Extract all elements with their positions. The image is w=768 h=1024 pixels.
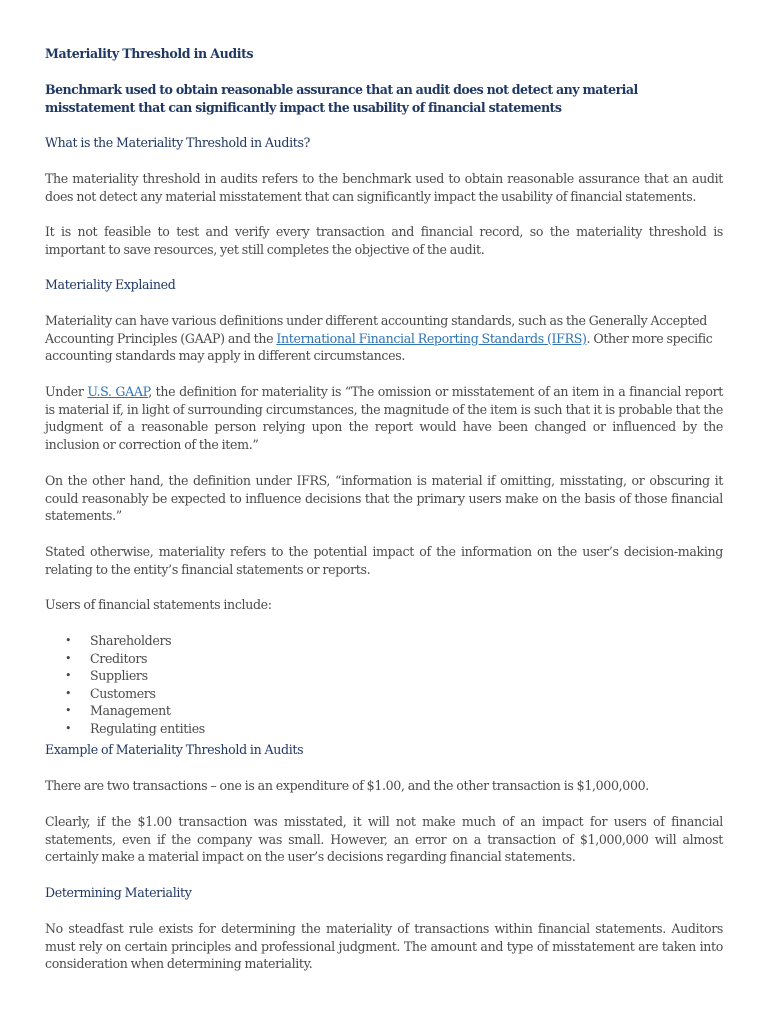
section-heading-materiality-explained: Materiality Explained: [45, 277, 176, 292]
paragraph-standards-text-before: Materiality can have various definitions under different accounting standards, such as the Generally Accepted Accounting Principles (GAAP) and the: [45, 313, 707, 346]
paragraph-clearly: Clearly, if the $1.00 transaction was misstated, it will not make much of an impact for users of financial statements, even if the company was small. However, an error on a transaction of $1,000,000 will almost certainly make a material impact on the user’s decisions regarding financial statements.: [45, 814, 723, 865]
paragraph-ifrs-definition: On the other hand, the definition under IFRS, “information is material if omitting, misstating, or obscuring it could reasonably be expected to influence decisions that the primary users make on the basis of those financial statements.”: [45, 473, 723, 524]
paragraph-gaap-text-after: , the definition for materiality is “The omission or misstatement of an item in a financial report is material if, in light of surrounding circumstances, the magnitude of the item is such that it is probable that the judgment of a reasonable person relying upon the report would have been changed or influenced by the inclusion or correction of the item.”: [45, 384, 723, 452]
paragraph-definition: The materiality threshold in audits refers to the benchmark used to obtain reasonable assurance that an audit does not detect any material misstatement that can significantly impact the usability of financial statements.: [45, 171, 723, 204]
bullet-icon: •: [65, 651, 72, 665]
section-heading-determining-materiality: Determining Materiality: [45, 885, 192, 900]
paragraph-two-transactions: There are two transactions – one is an expenditure of $1.00, and the other transaction is $1,000,000.: [45, 778, 649, 793]
paragraph-us-gaap-definition: [45, 383, 723, 453]
section-heading-example: Example of Materiality Threshold in Audits: [45, 742, 304, 757]
list-item: • Shareholders: [65, 633, 172, 648]
list-item: • Suppliers: [65, 668, 148, 684]
list-item: • Regulating entities: [65, 720, 205, 736]
bullet-icon: •: [65, 669, 72, 683]
paragraph-users-intro: Users of financial statements include:: [45, 597, 272, 612]
bullet-icon: •: [65, 721, 72, 735]
paragraph-standards-text-after: . Other more specific accounting standards may apply in different circumstances.: [45, 330, 713, 364]
bullet-icon: •: [65, 686, 72, 700]
ifrs-link[interactable]: International Financial Reporting Standards (IFRS): [276, 330, 587, 346]
paragraph-no-steadfast-rule: No steadfast rule exists for determining the materiality of transactions within financial statements. Auditors must rely on certain principles and professional judgment. The amount and type of misstatement are taken into consideration when determining materiality.: [45, 921, 723, 972]
paragraph-stated-otherwise: Stated otherwise, materiality refers to the potential impact of the information on the user’s decision-making relating to the entity’s financial statements or reports.: [45, 544, 723, 577]
us-gaap-link[interactable]: U.S. GAAP: [87, 384, 149, 399]
list-item: • Management: [65, 703, 171, 719]
bullet-icon: •: [65, 634, 72, 647]
list-item: • Creditors: [65, 650, 148, 666]
paragraph-feasibility: It is not feasible to test and verify every transaction and financial record, so the materiality threshold is important to save resources, yet still completes the objective of the audit.: [45, 224, 723, 257]
section-heading-what-is: What is the Materiality Threshold in Audits?: [45, 135, 311, 150]
paragraph-standards: [45, 312, 723, 365]
document-title: Materiality Threshold in Audits: [45, 46, 254, 61]
paragraph-gaap-text-before: Under: [45, 384, 88, 399]
users-list: [45, 632, 205, 738]
bullet-icon: •: [65, 704, 72, 718]
list-item: • Customers: [65, 685, 156, 701]
document-subtitle: Benchmark used to obtain reasonable assurance that an audit does not detect any material misstatement that can significantly impact the usability of financial statements: [45, 82, 638, 115]
